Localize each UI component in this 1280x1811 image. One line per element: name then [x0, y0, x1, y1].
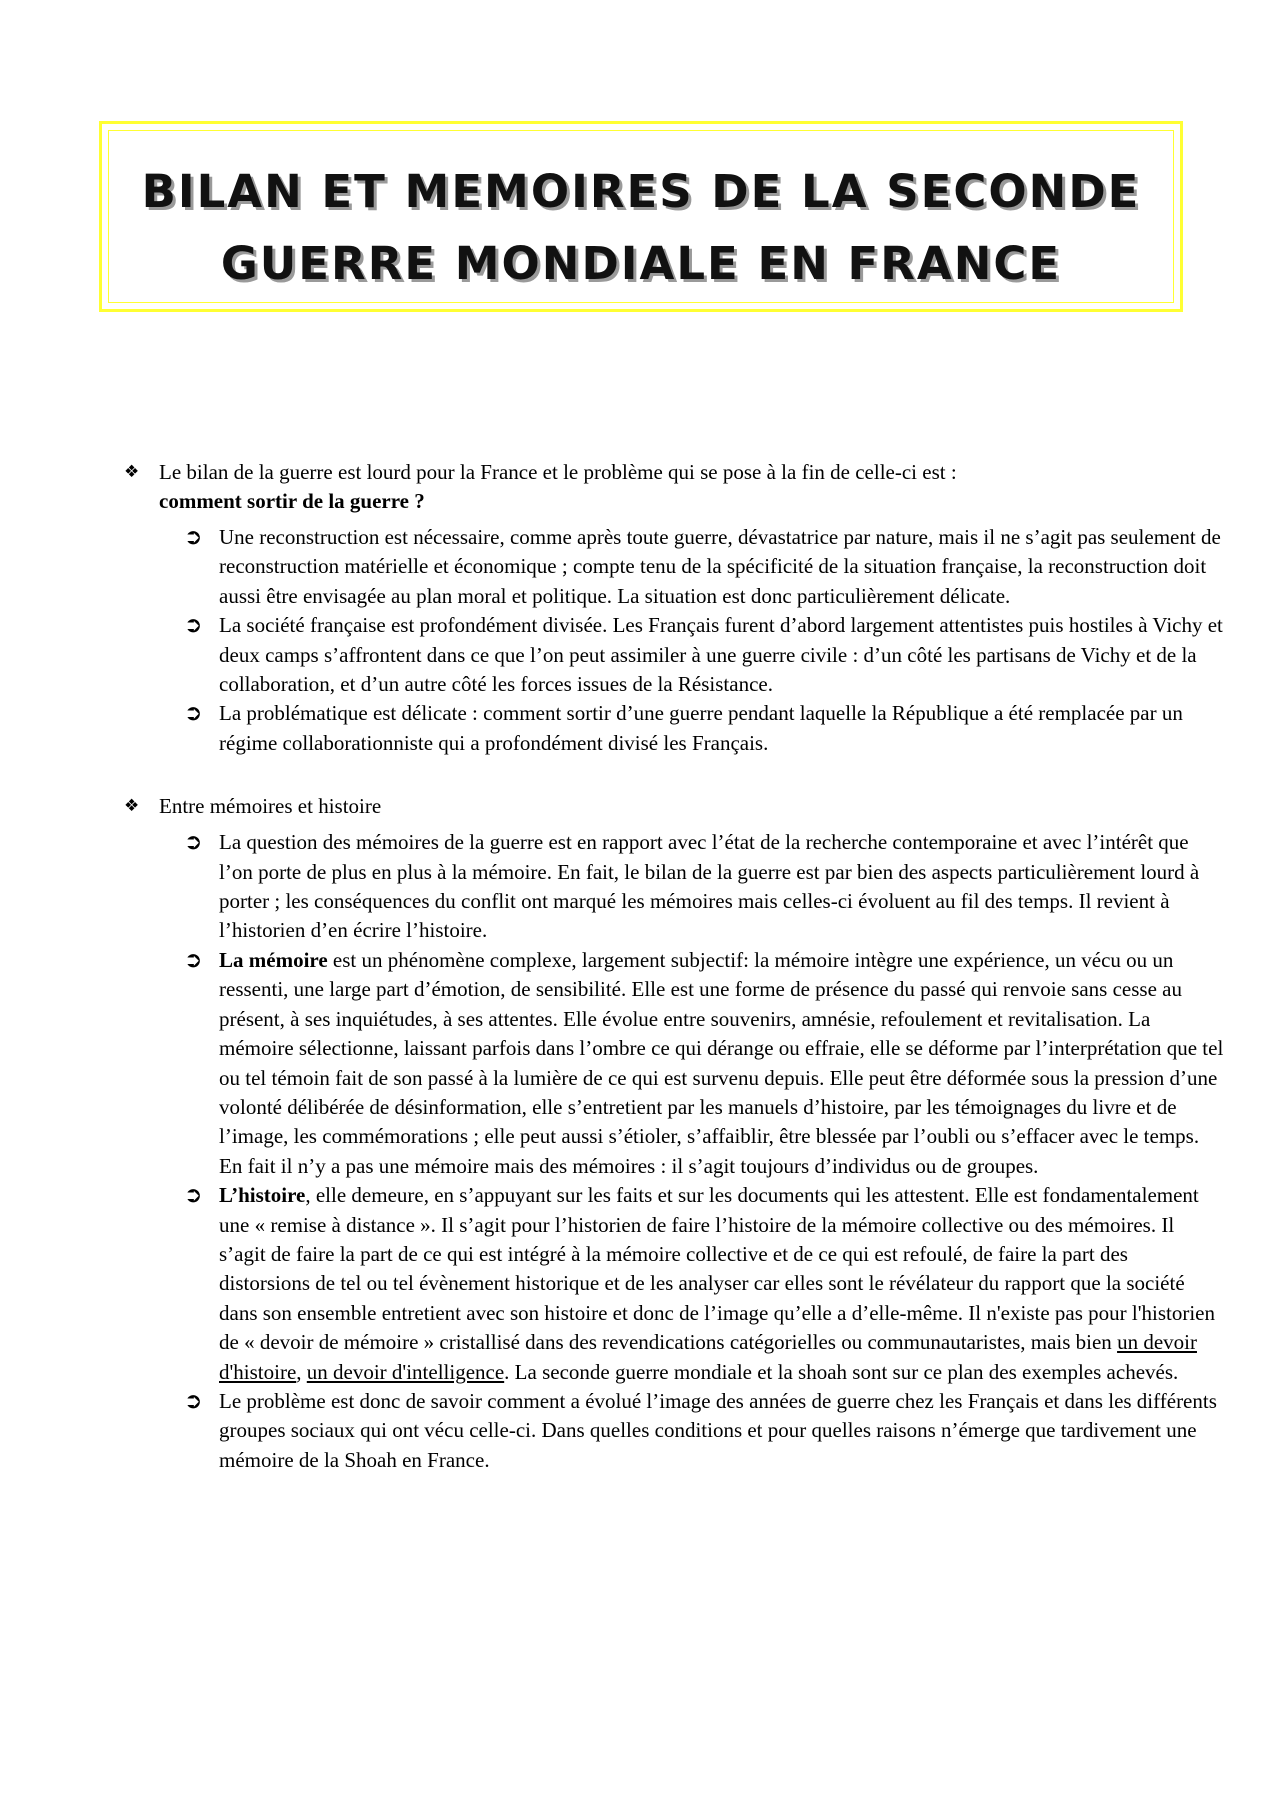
title-line-2: GUERRE MONDIALE EN FRANCE — [220, 237, 1062, 290]
term-histoire: L’histoire — [219, 1183, 306, 1208]
section-memoires-list — [184, 828, 1224, 1475]
title-line-1: BILAN ET MEMOIRES DE LA SECONDE — [141, 165, 1141, 218]
list-item — [184, 946, 1224, 1181]
title-frame — [99, 121, 1183, 312]
circled-arrow-icon: ➲ — [184, 1183, 203, 1209]
list-item — [184, 699, 1224, 758]
list-item-text: , elle demeure, en s’appuyant sur les faits et sur les documents qui les attestent. Elle est fondamentalement une « remise à distance ». Il s’agit pour l’historien de faire l’histoire de la mémoire collective ou des mémoires. Il s’agit de faire la part de ce qui est intégré à la mémoire collective et de ce qui est refoulé, de faire la part des distorsions de tel ou tel évènement historique et de les analyser car elles sont le révélateur du rapport que la société dans son ensemble entretient avec son histoire et donc de l’image qu’elle a d’elle-même. Il n'existe pas pour l'historien de « devoir de mémoire » cristallisé dans des revendications catégorielles ou communautaristes, mais bien — [219, 1183, 1215, 1355]
list-item-text: Le problème est donc de savoir comment a évolué l’image des années de guerre chez les Français et dans les différents groupes sociaux qui ont vécu celle-ci. Dans quelles conditions et pour quelles raisons n’émerge que tardivement une mémoire de la Shoah en France. — [219, 1388, 1217, 1472]
list-item-separator: , — [296, 1359, 307, 1384]
list-item-text: La problématique est délicate : comment sortir d’une guerre pendant laquelle la République a été remplacée par un régime collaborationniste qui a profondément divisé les Français. — [219, 701, 1183, 755]
section-memoires-heading-text: Entre mémoires et histoire — [159, 794, 382, 819]
page-title — [102, 156, 1180, 300]
document-body — [124, 458, 1224, 1475]
list-item-text-end: . La seconde guerre mondiale et la shoah sont sur ce plan des exemples achevés. — [504, 1359, 1179, 1384]
section-bilan-list — [184, 523, 1224, 758]
list-item-text: La société française est profondément divisée. Les Français furent d’abord largement attentistes puis hostiles à Vichy et deux camps s’affrontent dans ce que l’on peut assimiler à une guerre civile : d’un côté les partisans de Vichy et de la collaboration, et d’un autre côté les forces issues de la Résistance. — [219, 613, 1223, 697]
term-memoire: La mémoire — [219, 947, 328, 972]
list-item-text: est un phénomène complexe, largement subjectif: la mémoire intègre une expérience, un vécu ou un ressenti, une large part d’émotion, de sensibilité. Elle est une forme de présence du passé qui renvoie sans cesse au présent, à ses inquiétudes, à ses attentes. Elle évolue entre souvenirs, amnésie, refoulement et revitalisation. La mémoire sélectionne, laissant parfois dans l’ombre ce qui dérange ou effraie, elle se déforme par l’interprétation que tel ou tel témoin fait de son passé à la lumière de ce qui est survenu depuis. Elle peut être déformée sous la pression d’une volonté délibérée de désinformation, elle s’entretient par les manuels d’histoire, par les témoignages du livre et de l’image, les commémorations ; elle peut aussi s’étioler, s’affaiblir, être blessée par l’oubli ou s’effacer avec le temps. En fait il n’y a pas une mémoire mais des mémoires : il s’agit toujours d’individus ou de groupes. — [219, 947, 1224, 1178]
section-bilan — [124, 458, 1224, 758]
section-memoires — [124, 792, 1224, 1475]
list-item — [184, 828, 1224, 946]
section-bilan-intro — [124, 458, 1224, 516]
four-diamond-icon: ❖ — [124, 796, 140, 817]
list-item — [184, 523, 1224, 611]
circled-arrow-icon: ➲ — [184, 947, 203, 973]
list-item — [184, 1181, 1224, 1387]
section-memoires-heading — [124, 792, 1224, 821]
section-bilan-question: comment sortir de la guerre ? — [159, 489, 425, 513]
underlined-devoir-intelligence: un devoir d'intelligence — [306, 1359, 505, 1384]
list-item — [184, 1387, 1224, 1475]
circled-arrow-icon: ➲ — [184, 613, 203, 639]
four-diamond-icon: ❖ — [124, 462, 140, 482]
list-item — [184, 611, 1224, 699]
list-item-text: Une reconstruction est nécessaire, comme après toute guerre, dévastatrice par nature, mais il ne s’agit pas seulement de reconstruction matérielle et économique ; compte tenu de la spécificité de la situation française, la reconstruction doit aussi être envisagée au plan moral et politique. La situation est donc particulièrement délicate. — [219, 525, 1221, 608]
circled-arrow-icon: ➲ — [184, 701, 203, 727]
underlined-devoir-histoire: un devoir d'histoire — [219, 1330, 1197, 1384]
circled-arrow-icon: ➲ — [184, 525, 203, 550]
circled-arrow-icon: ➲ — [184, 1388, 203, 1414]
section-bilan-intro-text: Le bilan de la guerre est lourd pour la France et le problème qui se pose à la fin de celle-ci est : — [159, 460, 957, 484]
list-item-text: La question des mémoires de la guerre est en rapport avec l’état de la recherche contemporaine et avec l’intérêt que l’on porte de plus en plus à la mémoire. En fait, le bilan de la guerre est par bien des aspects particulièrement lourd à porter ; les conséquences du conflit ont marqué les mémoires mais celles-ci évoluent au fil des temps. Il revient à l’historien d’en écrire l’histoire. — [219, 830, 1200, 943]
circled-arrow-icon: ➲ — [184, 830, 203, 856]
